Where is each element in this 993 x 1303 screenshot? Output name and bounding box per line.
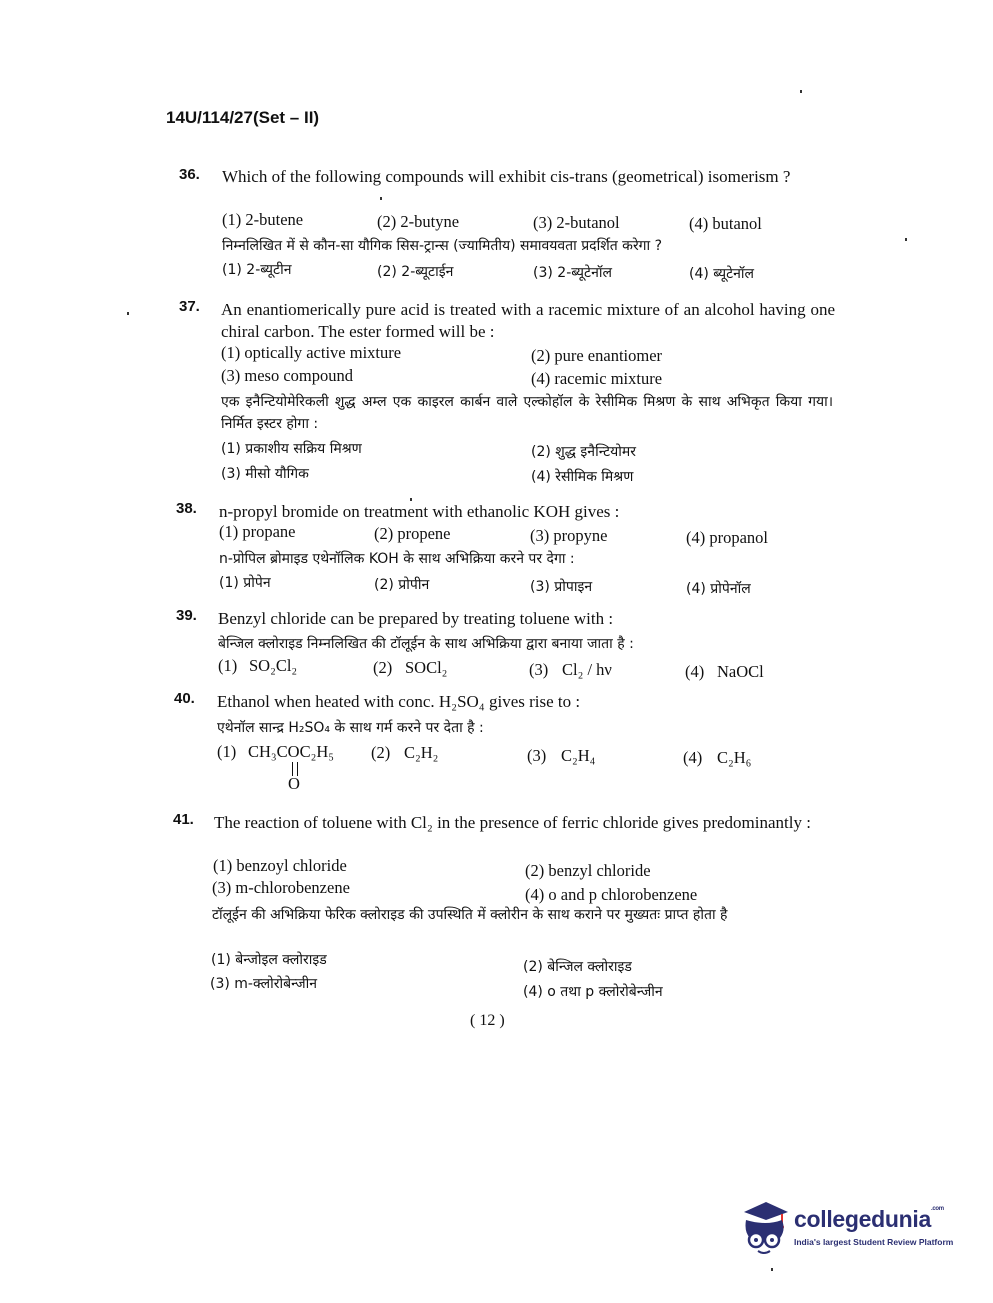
q41-option-2-hi: (2) बेन्जिल क्लोराइड xyxy=(523,959,632,975)
q40-option-4: C₂H₆ xyxy=(717,748,752,767)
q40-option-1: CH₃COC₂H₅ xyxy=(248,742,335,761)
q36-option-1: (1) 2-butene xyxy=(222,210,304,229)
q39-option-3-label: (3) xyxy=(529,660,549,679)
q38-option-3: (3) propyne xyxy=(530,526,608,545)
question-40-text-hi: एथेनॉल सान्द्र H₂SO₄ के साथ गर्म करने पर देता है : xyxy=(217,720,484,736)
q40-option-4-label: (4) xyxy=(683,748,703,767)
q38-option-4: (4) propanol xyxy=(686,528,769,547)
q38-option-3-hi: (3) प्रोपाइन xyxy=(530,579,593,595)
q38-option-1: (1) propane xyxy=(219,522,296,541)
q37-option-4-hi: (4) रेसीमिक मिश्रण xyxy=(531,469,634,485)
q37-option-4: (4) racemic mixture xyxy=(531,369,663,388)
q41-option-2: (2) benzyl chloride xyxy=(525,861,651,880)
brand-name: collegedunia$^{.com}$ xyxy=(794,1206,944,1232)
q37-option-2: (2) pure enantiomer xyxy=(531,346,663,365)
q39-option-2: SOCl₂ xyxy=(405,658,448,677)
brand-tagline: India's largest Student Review Platform xyxy=(794,1237,954,1247)
page-number: ( 12 ) xyxy=(470,1012,505,1029)
q41-option-3: (3) m-chlorobenzene xyxy=(212,878,350,897)
q36-option-3-hi: (3) 2-ब्यूटेनॉल xyxy=(533,265,612,281)
question-36-text-en: Which of the following compounds will exhibit cis-trans (geometrical) isomerism ? xyxy=(222,167,791,186)
question-37-text-hi: एक इनैन्टियोमेरिकली शुद्ध अम्ल एक काइरल कार्बन वाले एल्कोहॉल के रेसीमिक मिश्रण के साथ अभिकृत किया गया। निर्मित इस्टर होगा : xyxy=(221,394,833,432)
question-39-text-hi: बेन्जिल क्लोराइड निम्नलिखित की टॉलूईन के साथ अभिक्रिया द्वारा बनाया जाता है : xyxy=(218,636,634,652)
page-header-code: 14U/114/27(Set – II) xyxy=(166,108,320,127)
q36-option-4: (4) butanol xyxy=(689,214,762,233)
scan-speck xyxy=(380,197,382,200)
q36-option-2: (2) 2-butyne xyxy=(377,212,460,231)
q37-option-1-hi: (1) प्रकाशीय सक्रिय मिश्रण xyxy=(221,441,362,457)
q41-option-3-hi: (3) m-क्लोरोबेन्जीन xyxy=(210,976,318,992)
q40-option-1-carbonyl-oxygen: O xyxy=(288,774,300,793)
scan-speck xyxy=(771,1268,773,1271)
q37-option-1: (1) optically active mixture xyxy=(221,343,402,362)
q37-option-3: (3) meso compound xyxy=(221,366,353,385)
question-41-text-en: The reaction of toluene with Cl₂ in the presence of ferric chloride gives predominantly : xyxy=(214,813,811,832)
q41-option-4-hi: (4) o तथा p क्लोरोबेन्जीन xyxy=(523,984,663,1000)
question-40-text-en: Ethanol when heated with conc. H₂SO₄ gives rise to : xyxy=(217,692,581,711)
scan-speck xyxy=(127,312,129,315)
question-39-text-en: Benzyl chloride can be prepared by treating toluene with : xyxy=(218,609,614,628)
q38-option-2: (2) propene xyxy=(374,524,451,543)
q38-option-2-hi: (2) प्रोपीन xyxy=(374,577,430,593)
question-37-text-en: An enantiomerically pure acid is treated with a racemic mixture of an alcohol having one chiral carbon. The ester formed will be : xyxy=(221,300,835,341)
q40-option-3-label: (3) xyxy=(527,746,547,765)
q38-option-4-hi: (4) प्रोपेनॉल xyxy=(686,581,751,597)
question-38-text-en: n-propyl bromide on treatment with ethanolic KOH gives : xyxy=(219,502,620,521)
question-36-text-hi: निम्नलिखित में से कौन-सा यौगिक सिस-ट्रान्स (ज्यामितीय) समावयवता प्रदर्शित करेगा ? xyxy=(222,238,663,254)
q39-option-4-label: (4) xyxy=(685,662,705,681)
q39-option-3: Cl₂ / hν xyxy=(562,660,612,679)
q41-option-1-hi: (1) बेन्जोइल क्लोराइड xyxy=(211,952,327,968)
q40-option-2: C₂H₂ xyxy=(404,743,439,762)
q40-option-3: C₂H₄ xyxy=(561,746,596,765)
scan-speck xyxy=(905,238,907,241)
question-38-text-hi: n-प्रोपिल ब्रोमाइड एथेनॉलिक KOH के साथ अभिक्रिया करने पर देगा : xyxy=(219,551,575,567)
q36-option-1-hi: (1) 2-ब्यूटीन xyxy=(222,262,292,278)
collegedunia-watermark xyxy=(736,1196,966,1266)
q41-option-1: (1) benzoyl chloride xyxy=(213,856,347,875)
mascot-logo-icon xyxy=(736,1198,792,1260)
scan-speck xyxy=(800,90,802,93)
q41-option-4: (4) o and p chlorobenzene xyxy=(525,885,698,904)
q39-option-2-label: (2) xyxy=(373,658,393,677)
q40-option-2-label: (2) xyxy=(371,743,391,762)
q38-option-1-hi: (1) प्रोपेन xyxy=(219,575,271,591)
q39-option-4: NaOCl xyxy=(717,662,764,681)
q36-option-2-hi: (2) 2-ब्यूटाईन xyxy=(377,264,454,280)
q36-option-4-hi: (4) ब्यूटेनॉल xyxy=(689,266,755,282)
q37-option-3-hi: (3) मीसो यौगिक xyxy=(221,466,309,482)
q37-option-2-hi: (2) शुद्ध इनैन्टियोमर xyxy=(531,444,637,460)
q36-option-3: (3) 2-butanol xyxy=(533,213,620,232)
q39-option-1: SO₂Cl₂ xyxy=(249,656,298,675)
q39-option-1-label: (1) xyxy=(218,656,238,675)
q40-option-1-label: (1) xyxy=(217,742,237,761)
question-41-text-hi: टॉलूईन की अभिक्रिया फेरिक क्लोराइड की उपस्थिति में क्लोरीन के साथ कराने पर मुख्यतः प्राप्त होता है xyxy=(212,907,728,923)
